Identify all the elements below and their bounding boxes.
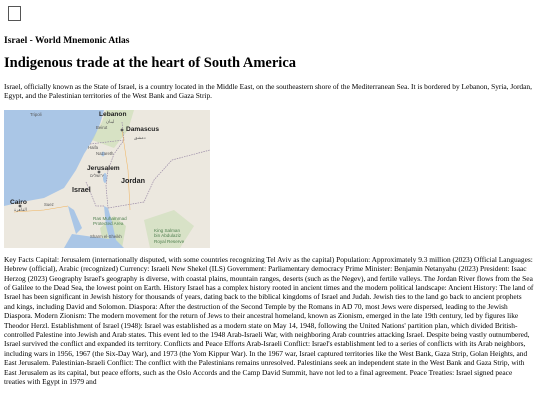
map-label-nazareth: Nazareth bbox=[96, 150, 114, 156]
map-label-jerusalem-native: ירושלים bbox=[90, 172, 104, 178]
map-label-king-salman bbox=[154, 228, 184, 244]
city-dot-damascus bbox=[121, 128, 124, 131]
page-heading: Indigenous trade at the heart of South America bbox=[4, 55, 297, 71]
map-label-lebanon: Lebanon bbox=[99, 110, 127, 118]
map-label-tripoli: Tripoli bbox=[30, 111, 42, 117]
map-label-king-salman-line1: King Salman bbox=[154, 227, 181, 233]
map-label-damascus: Damascus bbox=[126, 125, 159, 133]
map-label-jerusalem: Jerusalem bbox=[87, 164, 120, 172]
site-title: Israel - World Mnemonic Atlas bbox=[4, 36, 130, 46]
map-label-king-salman-line2: bin Abdulaziz bbox=[154, 233, 182, 239]
map-label-suez: Suez bbox=[44, 201, 54, 207]
body-paragraph: Key Facts Capital: Jerusalem (internationally disputed, with some countries recognizing Tel Aviv as the capital) Population: Approximately 9.3 million (2023) Official Languages: Hebrew (official), Arabic (recognized) Currency: Israeli New Shekel (ILS) Government: Parliamentary democracy Prime Minister: Benjamin Netanyahu (2023) President: Isaac Herzog (2023) Geography Israel's geography is diverse, with coastal plains, mountain ranges, deserts (such as the Negev), and fertile valleys. The Jordan River flows from the Sea of Galilee to the Dead Sea, the lowest point on Earth. History Israel has a complex history rooted in ancient times and the modern political landscape: Ancient History: The land of Israel has been significant in Jewish history for thousands of years, dating back to the biblical kingdoms of Israel and Judah. Jewish ties to the land go back to ancient prophets and kings, including David and Solomon. Diaspora: After the destruction of the Second Temple by the Romans in AD 70, most Jews were dispersed, leading to the Jewish Diaspora. Modern Zionism: The modern movement for the return of Jews to their ancestral homeland, known as Zionism, emerged in the late 19th century, led by figures like Theodor Herzl. Establishment of Israel (1948): Israel was established as a modern state on May 14, 1948, following the United Nations' partition plan, which divided British-controlled Palestine into Jewish and Arab states. This event led to the 1948 Arab-Israeli War, with neighboring Arab countries attacking Israel. Despite being vastly outnumbered, Israel survived the conflict and expanded its territory. Conflicts and Peace Efforts Arab-Israeli Conflict: Israel's establishment led to a series of conflicts with its Arab neighbors, including wars in 1956, 1967 (the Six-Day War), and 1973 (the Yom Kippur War). In the 1967 war, Israel captured territories like the West Bank, Gaza Strip, Golan Heights, and East Jerusalem. Palestinian-Israeli Conflict: The conflict with the Palestinians remains unresolved. Palestinians seek an independent state in the West Bank and Gaza Strip, with East Jerusalem as its capital, but peace efforts, such as the Oslo Accords and the Camp David Summit, have not led to a final agreement. Peace Treaties: Israel signed peace treaties with Egypt in 1979 and bbox=[4, 254, 534, 387]
map-label-sharm: Sharm el-Sheikh bbox=[90, 233, 122, 239]
map-label-israel: Israel bbox=[72, 184, 91, 194]
intro-paragraph: Israel, officially known as the State of Israel, is a country located in the Middle East, on the southeastern shore of the Mediterranean Sea. It is bordered by Lebanon, Syria, Jordan, Egypt, and the Palestinian territories of the West Bank and Gaza Strip. bbox=[4, 82, 532, 101]
map-label-damascus-native: دمشق bbox=[134, 134, 146, 140]
map-label-ras-muhammad bbox=[93, 216, 127, 227]
map-label-haifa: Haifa bbox=[88, 144, 99, 150]
map-label-ras-muhammad-line2: Protected Area bbox=[93, 221, 124, 227]
map-label-ras-muhammad-line1: Ras Muhammad bbox=[93, 215, 127, 221]
map-label-king-salman-line3: Royal Reserve bbox=[154, 238, 185, 244]
map-label-jordan: Jordan bbox=[121, 175, 145, 185]
checkbox[interactable] bbox=[8, 6, 21, 21]
map-label-lebanon-native: لبنان bbox=[106, 118, 115, 124]
map-label-cairo: Cairo bbox=[10, 198, 27, 206]
map-label-cairo-native: القاهرة bbox=[14, 206, 27, 212]
map-label-beirut: Beirut bbox=[96, 124, 108, 130]
map-image bbox=[4, 110, 210, 248]
